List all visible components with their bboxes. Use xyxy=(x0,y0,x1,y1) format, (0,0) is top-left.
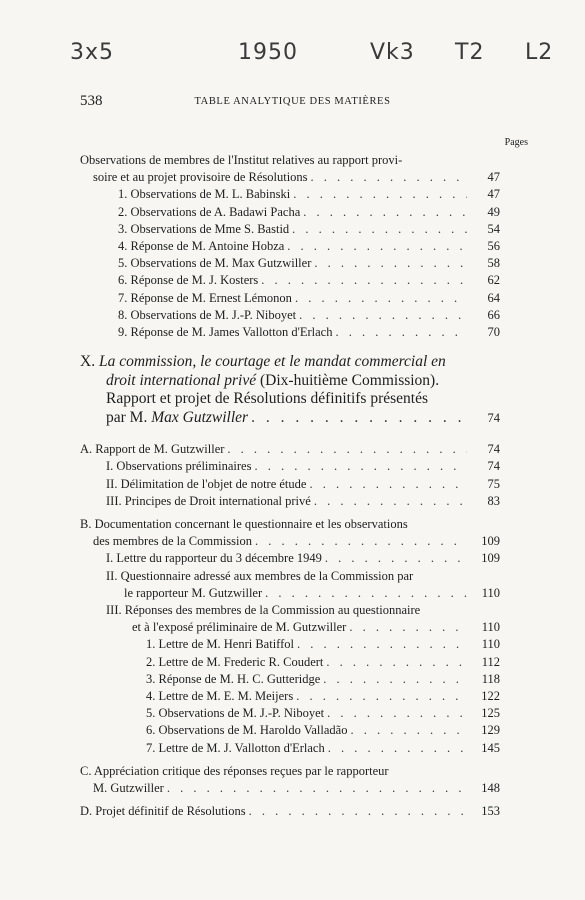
toc-entry-b-iii xyxy=(80,602,500,636)
entry-text: 1. Lettre de M. Henri Batiffol xyxy=(146,637,294,652)
list-item xyxy=(146,705,500,722)
toc-entry-c xyxy=(80,763,500,797)
list-item xyxy=(146,740,500,757)
entry-text: le rapporteur M. Gutzwiller xyxy=(124,585,263,600)
list-item xyxy=(106,458,500,475)
entry-text: B. Documentation concernant le questionnaire et les observations xyxy=(80,517,408,532)
handwriting-4: T2 xyxy=(455,40,485,65)
section-title: (Dix-huitième Commission). xyxy=(260,371,440,389)
list-item xyxy=(118,272,500,289)
entry-text: M. Gutzwiller xyxy=(93,781,164,796)
page-ref: 109 xyxy=(481,551,500,566)
entry-text: 4. Lettre de M. E. M. Meijers xyxy=(146,689,294,704)
leader-dots xyxy=(254,458,467,475)
leader-dots xyxy=(328,740,467,757)
section-title-italic: La commission, le courtage et le mandat commercial en xyxy=(98,353,446,371)
page-ref: 129 xyxy=(481,723,500,738)
page-number: 538 xyxy=(80,93,103,109)
page-ref: 56 xyxy=(487,239,500,254)
list-item xyxy=(118,324,500,341)
entry-text: II. Délimitation de l'objet de notre étude xyxy=(106,476,307,491)
entry-text: A. Rapport de M. Gutzwiller xyxy=(80,442,225,457)
entry-text: 7. Lettre de M. J. Vallotton d'Erlach xyxy=(146,740,325,755)
leader-dots xyxy=(325,550,467,567)
leader-dots xyxy=(350,722,467,739)
list-item xyxy=(118,186,500,203)
list-item xyxy=(146,688,500,705)
table-of-contents xyxy=(80,152,500,821)
page-ref: 109 xyxy=(481,534,500,549)
section-author: Max Gutzwiller xyxy=(151,408,249,426)
entry-text: 2. Lettre de M. Frederic R. Coudert xyxy=(146,654,324,669)
page-ref: 70 xyxy=(487,325,500,340)
list-item xyxy=(106,476,500,493)
entry-text: 8. Observations de M. J.-P. Niboyet xyxy=(118,307,297,322)
entry-text: D. Projet définitif de Résolutions xyxy=(80,804,246,819)
page-ref: 74 xyxy=(487,410,500,425)
handwriting-2: 1950 xyxy=(238,40,298,65)
page-ref: 110 xyxy=(481,620,500,635)
leader-dots xyxy=(314,255,467,272)
leader-dots xyxy=(326,654,467,671)
page-ref: 83 xyxy=(487,493,500,508)
list-item xyxy=(118,307,500,324)
running-title: TABLE ANALYTIQUE DES MATIÈRES xyxy=(194,96,391,107)
toc-entry-section-x xyxy=(80,353,500,427)
entry-text: 4. Réponse de M. Antoine Hobza xyxy=(118,239,285,254)
page-ref: 54 xyxy=(487,221,500,236)
entry-text: et à l'exposé préliminaire de M. Gutzwiller xyxy=(132,620,347,635)
leader-dots xyxy=(265,585,467,602)
page-ref: 153 xyxy=(481,804,500,819)
page-ref: 47 xyxy=(487,187,500,202)
list-item xyxy=(118,290,500,307)
entry-text: 9. Réponse de M. James Vallotton d'Erlach xyxy=(118,325,333,340)
handwriting-3: Vk3 xyxy=(370,40,415,65)
entry-text: 3. Observations de Mme S. Bastid xyxy=(118,221,290,236)
page-ref: 112 xyxy=(481,654,500,669)
list-item xyxy=(118,221,500,238)
section-numeral: X. xyxy=(80,353,96,371)
leader-dots xyxy=(349,619,467,636)
entry-text: C. Appréciation critique des réponses reçues par le rapporteur xyxy=(80,763,389,778)
page-ref: 66 xyxy=(487,307,500,322)
page-ref: 74 xyxy=(487,442,500,457)
list-item xyxy=(146,671,500,688)
leader-dots xyxy=(309,476,467,493)
entry-text: Observations de membres de l'Institut relatives au rapport provi- xyxy=(80,153,403,167)
leader-dots xyxy=(303,204,467,221)
entry-text: III. Réponses des membres de la Commission au questionnaire xyxy=(106,603,421,618)
entry-text: I. Observations préliminaires xyxy=(106,459,252,474)
page-ref: 47 xyxy=(487,170,500,185)
leader-dots xyxy=(323,671,467,688)
leader-dots xyxy=(295,290,467,307)
leader-dots xyxy=(287,238,467,255)
leader-dots xyxy=(327,705,467,722)
entry-text: 1. Observations de M. L. Babinski xyxy=(118,187,291,202)
page-ref: 122 xyxy=(481,689,500,704)
handwriting-5: L2 xyxy=(525,40,554,65)
leader-dots xyxy=(255,533,467,550)
leader-dots xyxy=(261,272,467,289)
leader-dots xyxy=(335,324,467,341)
list-item xyxy=(146,636,500,653)
entry-text: 5. Observations de M. J.-P. Niboyet xyxy=(146,706,325,721)
leader-dots xyxy=(314,493,467,510)
leader-dots xyxy=(311,169,467,186)
toc-entry-b-ii xyxy=(80,568,500,602)
section-title-italic: droit international privé xyxy=(106,371,257,389)
page-ref: 75 xyxy=(487,476,500,491)
observations-list xyxy=(80,186,500,341)
leader-dots xyxy=(249,803,467,820)
toc-entry-b xyxy=(80,516,500,550)
entry-text: 5. Observations de M. Max Gutzwiller xyxy=(118,256,312,271)
toc-entry-observations xyxy=(80,152,500,186)
list-item xyxy=(146,654,500,671)
page-ref: 125 xyxy=(481,706,500,721)
page-ref: 145 xyxy=(481,740,500,755)
leader-dots xyxy=(292,221,467,238)
entry-text: 6. Réponse de M. J. Kosters xyxy=(118,273,259,288)
leader-dots xyxy=(167,780,467,797)
page-ref: 148 xyxy=(481,781,500,796)
leader-dots xyxy=(296,688,467,705)
leader-dots xyxy=(227,441,467,458)
page-ref: 58 xyxy=(487,256,500,271)
list-item xyxy=(118,204,500,221)
leader-dots xyxy=(299,307,467,324)
list-item xyxy=(118,255,500,272)
list-item xyxy=(118,238,500,255)
page-ref: 49 xyxy=(487,204,500,219)
leader-dots xyxy=(297,636,467,653)
page-ref: 110 xyxy=(481,637,500,652)
entry-text: 7. Réponse de M. Ernest Lémonon xyxy=(118,290,292,305)
list-item xyxy=(146,722,500,739)
entry-text: 6. Observations de M. Haroldo Valladão xyxy=(146,723,348,738)
toc-entry-b-i xyxy=(80,550,500,567)
entry-text: soire et au projet provisoire de Résolutions xyxy=(93,170,308,185)
section-title: Rapport et projet de Résolutions définitifs présentés xyxy=(106,390,428,408)
entry-text: I. Lettre du rapporteur du 3 décembre 1949 xyxy=(106,551,322,566)
section-title: par M. xyxy=(106,408,148,426)
entry-text: III. Principes de Droit international privé xyxy=(106,493,311,508)
entry-text: des membres de la Commission xyxy=(93,534,253,549)
section-a-list xyxy=(80,458,500,510)
entry-text: 2. Observations de A. Badawi Pacha xyxy=(118,204,301,219)
page-ref: 62 xyxy=(487,273,500,288)
leader-dots xyxy=(251,409,467,428)
leader-dots xyxy=(293,186,467,203)
section-b-sublist xyxy=(80,636,500,756)
toc-entry-a xyxy=(80,441,500,458)
toc-entry-d xyxy=(80,803,500,820)
entry-text: II. Questionnaire adressé aux membres de la Commission par xyxy=(106,568,414,583)
list-item xyxy=(106,493,500,510)
pages-column-header: Pages xyxy=(504,137,528,148)
handwriting-1: 3x5 xyxy=(70,40,115,65)
page-ref: 118 xyxy=(481,671,500,686)
page-ref: 74 xyxy=(487,459,500,474)
page-ref: 64 xyxy=(487,290,500,305)
page-ref: 110 xyxy=(481,585,500,600)
entry-text: 3. Réponse de M. H. C. Gutteridge xyxy=(146,671,321,686)
